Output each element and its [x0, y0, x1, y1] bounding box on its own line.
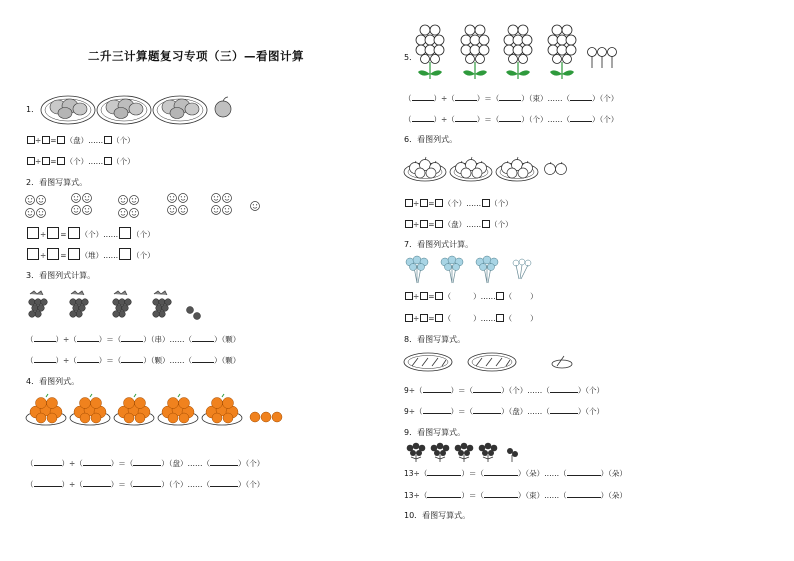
q6-equation-1: ÷ = （个）…… （个） — [404, 198, 513, 209]
q10-label: 10．看图写算式。 — [404, 511, 471, 520]
q4-label: 4．看图列式。 — [26, 377, 80, 386]
q4-orange-plates-icon — [26, 392, 291, 428]
q9-flower-sprigs-icon — [404, 441, 529, 463]
q5-balloon-bunches-icon — [416, 24, 621, 84]
q2-equation-1: ÷ = （个）…… （个） — [26, 227, 155, 240]
q8-equation-1: 9÷（ ）＝（ ）（个）……（ ）（个） — [404, 386, 605, 395]
q8-spoon-plates-icon — [404, 350, 584, 374]
q7-equation-1: ÷ = （ ）…… （ ） — [404, 291, 538, 302]
q2-label: 2．看图写算式。 — [26, 178, 88, 187]
q6-apple-plates-icon — [404, 150, 574, 184]
q6-label: 6．看图列式。 — [404, 135, 458, 144]
q8-label: 8．看图写算式。 — [404, 335, 466, 344]
q9-label: 9．看图写算式。 — [404, 428, 466, 437]
q5-equation-1: （ ）÷（ ）＝（ ）（束）……（ ）（个） — [404, 94, 619, 103]
q7-flower-bunches-icon — [404, 255, 539, 285]
q1-equation-2: ÷ = （个）…… （个） — [26, 156, 135, 167]
q1-pear-plates-icon — [40, 90, 240, 128]
q4-equation-2: （ ）÷（ ）＝（ ）（个）……（ ）（个） — [26, 480, 265, 489]
q3-label: 3．看图列式计算。 — [26, 271, 96, 280]
q8-equation-2: 9÷（ ）＝（ ）（盘）……（ ）（个） — [404, 407, 605, 416]
q6-equation-2: ÷ = （盘）…… （个） — [404, 219, 513, 230]
q9-equation-2: 13÷（ ）＝（ ）（束）……（ ）（朵） — [404, 491, 627, 500]
q2-smiley-faces-icon — [24, 192, 269, 222]
q7-equation-2: ÷ = （ ）…… （ ） — [404, 313, 538, 324]
page-title: 二升三计算题复习专项（三）—看图计算 — [88, 49, 304, 63]
q9-equation-1: 13÷（ ）＝（ ）（朵）……（ ）（朵） — [404, 469, 627, 478]
q1-number: 1． — [26, 105, 40, 114]
q3-equation-1: （ ）÷（ ）＝（ ）（串）……（ ）（颗） — [26, 335, 241, 344]
q3-equation-2: （ ）÷（ ）＝（ ）（颗）……（ ）（颗） — [26, 356, 241, 365]
q3-grape-bunches-icon — [26, 286, 211, 322]
q2-equation-2: ÷ = （堆）…… （个） — [26, 248, 155, 261]
q5-equation-2: （ ）÷（ ）＝（ ）（个）……（ ）（个） — [404, 115, 619, 124]
q4-equation-1: （ ）÷（ ）＝（ ）（盘）……（ ）（个） — [26, 459, 265, 468]
q5-number: 5． — [404, 53, 418, 62]
q1-equation-1: ÷ = （盘）…… （个） — [26, 135, 135, 146]
q7-label: 7．看图列式计算。 — [404, 240, 474, 249]
